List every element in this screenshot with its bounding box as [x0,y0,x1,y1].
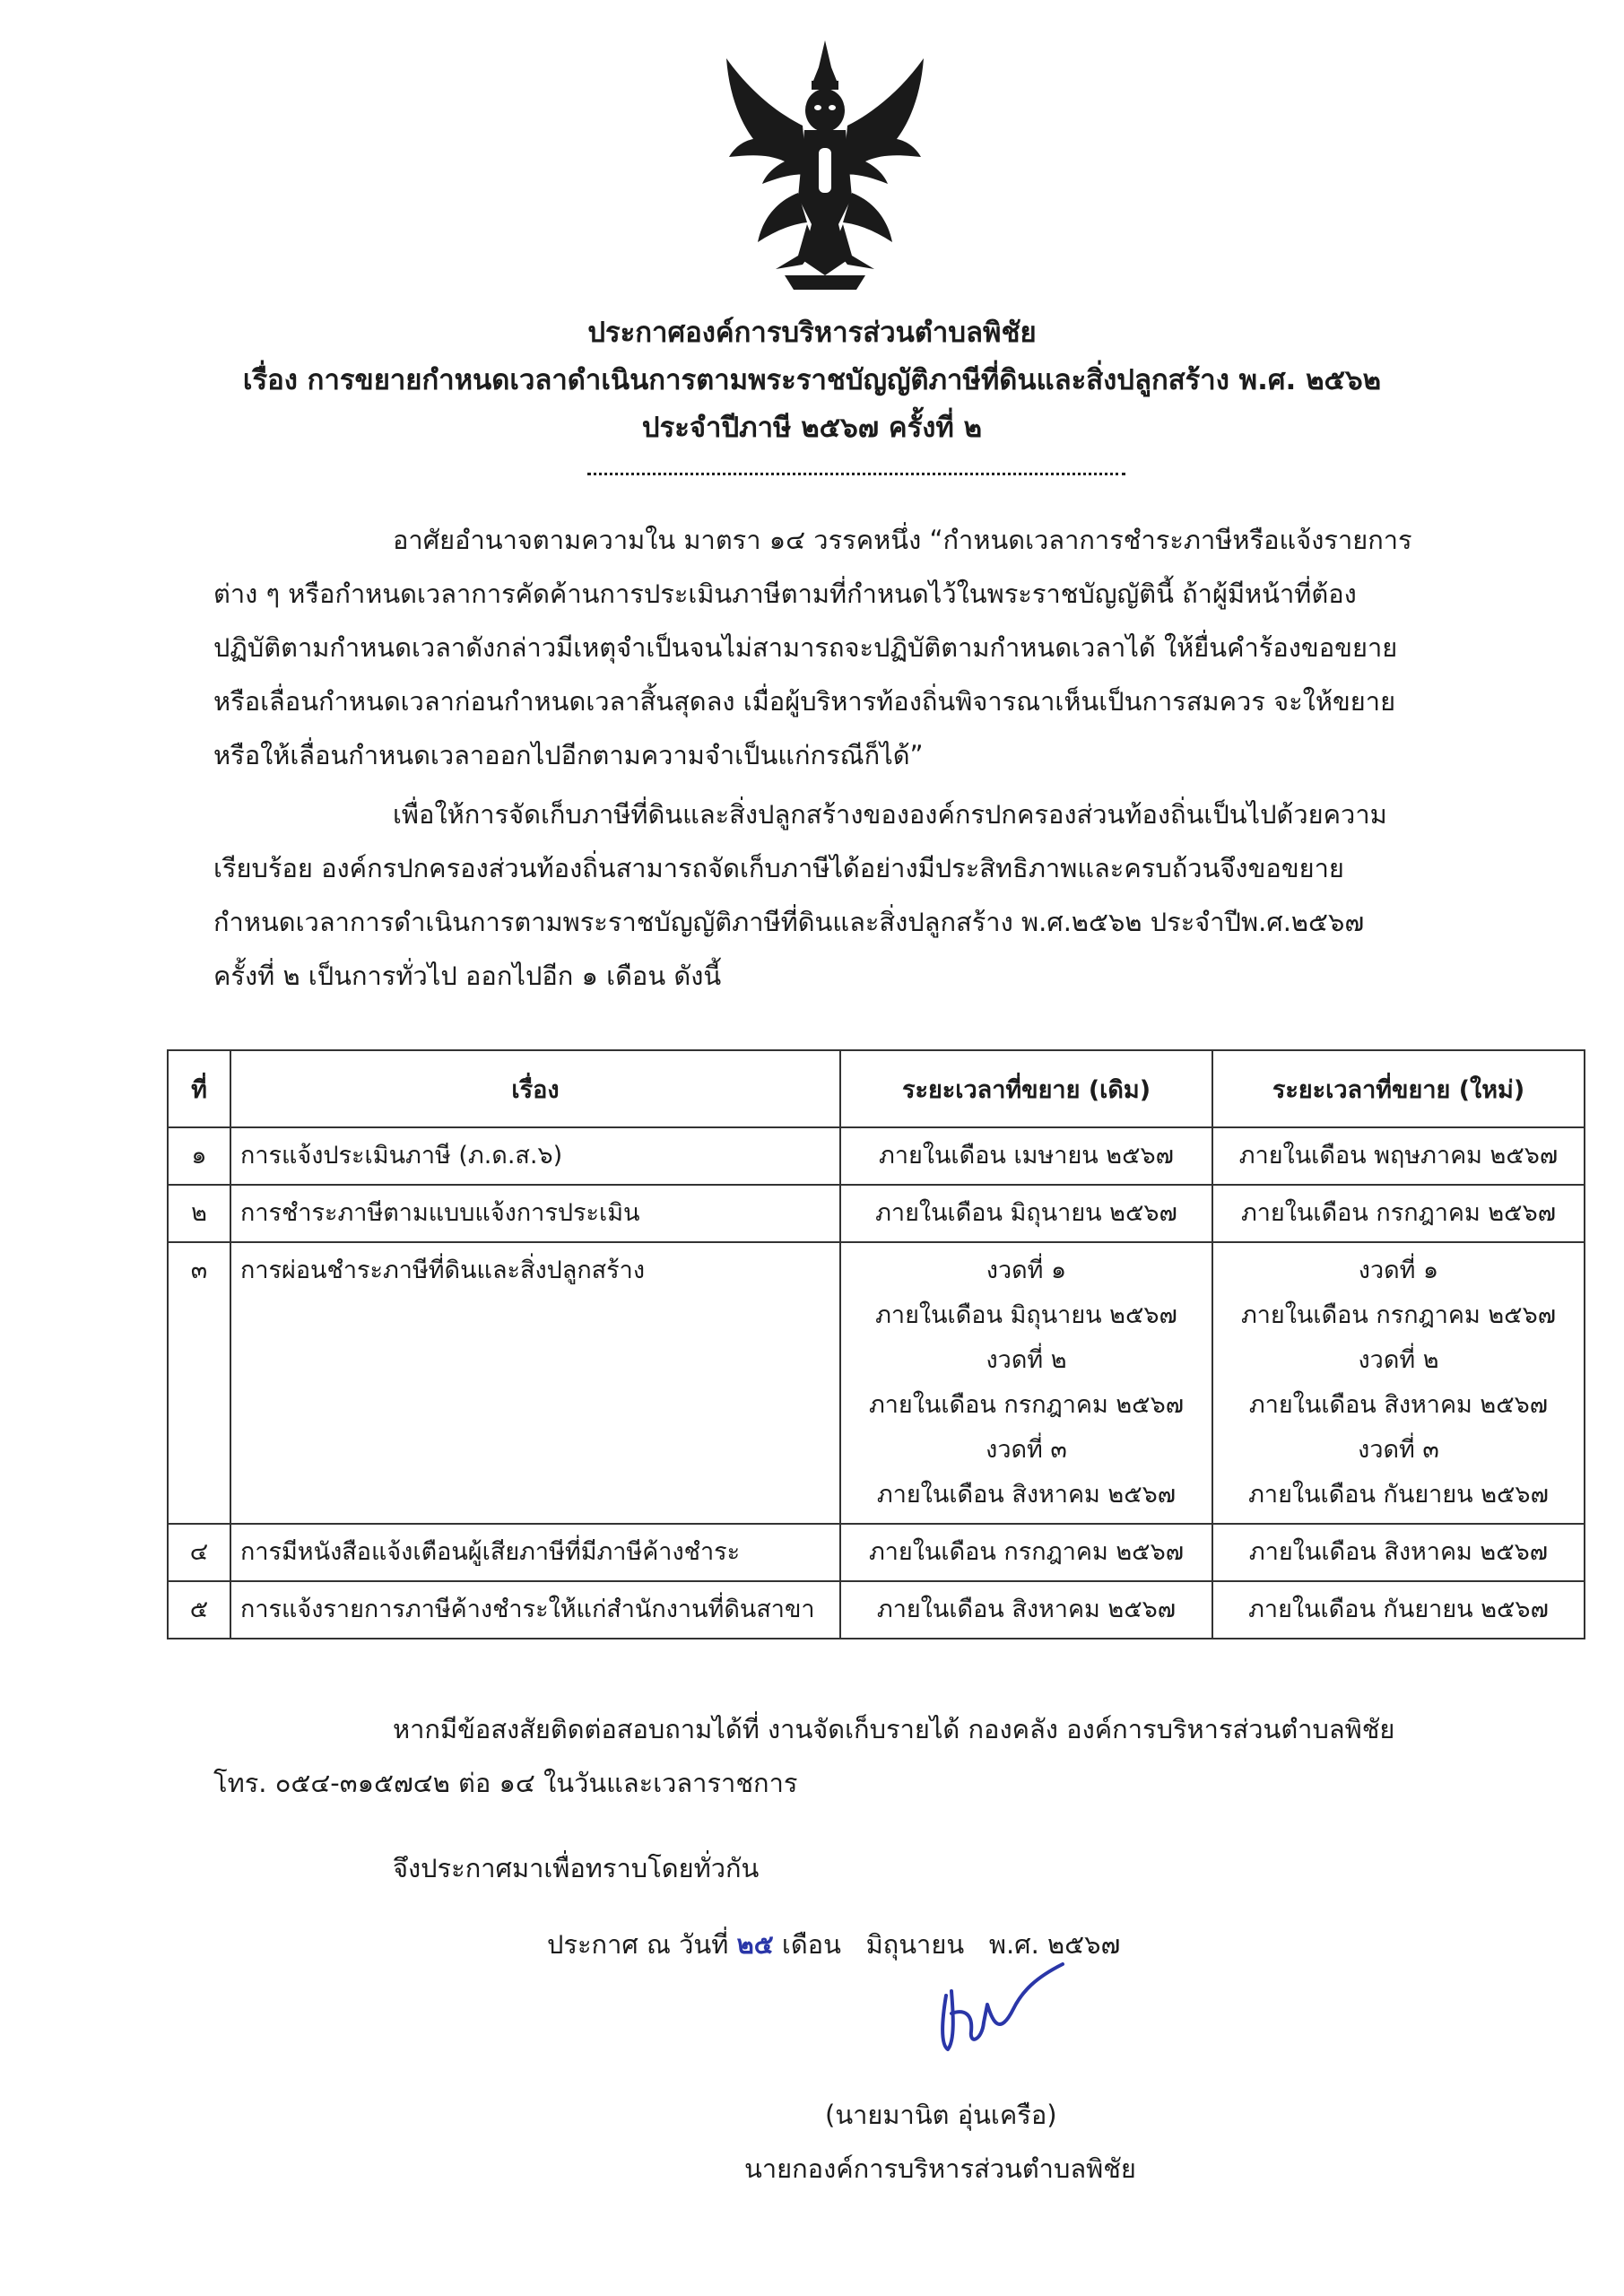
date-prefix: ประกาศ ณ วันที่ [547,1929,729,1960]
table-row [168,1581,1585,1639]
date-month-label: เดือน [781,1929,841,1960]
paragraph-line: เรียบร้อย องค์กรปกครองส่วนท้องถิ่นสามารถจัดเก็บภาษีได้อย่างมีประสิทธิภาพและครบถ้วนจึงขอขยาย [213,853,1344,883]
row-topic: การแจ้งรายการภาษีค้างชำระให้แก่สำนักงานที่ดินสาขา [230,1581,840,1639]
announcement-year-line: ประจำปีภาษี ๒๕๖๗ ครั้งที่ ๒ [641,412,983,444]
row-no: ๒ [168,1185,230,1242]
table-row [168,1242,1585,1524]
row-old-period [840,1242,1212,1524]
paragraph-authority [213,513,1491,782]
header-new-period: ระยะเวลาที่ขยาย (ใหม่) [1212,1050,1585,1127]
contact-line-2: โทร. ๐๕๔-๓๑๕๗๔๒ ต่อ ๑๔ ในวันและเวลาราชการ [213,1768,798,1798]
table-header-row [168,1050,1585,1127]
table-row [168,1185,1585,1242]
paragraph-line: หรือให้เลื่อนกำหนดเวลาออกไปอีกตามความจำเป็นแก่กรณีก็ได้” [213,740,924,770]
installment-line: งวดที่ ๓ [1358,1436,1439,1464]
installment-line: ภายในเดือน กรกฎาคม ๒๕๖๗ [868,1391,1185,1419]
paragraph-purpose [213,787,1491,1003]
header-no: ที่ [168,1050,230,1127]
installment-line: งวดที่ ๒ [1358,1346,1439,1374]
date-year: พ.ศ. ๒๕๖๗ [988,1929,1121,1960]
paragraph-line: ปฏิบัติตามกำหนดเวลาดังกล่าวมีเหตุจำเป็นจนไม่สามารถจะปฏิบัติตามกำหนดเวลาได้ ให้ยื่นคำร้องขอขยาย [213,632,1398,663]
signer-name: (นายมานิต อุ่นเครือ) [825,2100,1057,2130]
paragraph-line: อาศัยอำนาจตามความใน มาตรา ๑๔ วรรคหนึ่ง “กำหนดเวลาการชำระภาษีหรือแจ้งรายการ [393,525,1412,555]
announce-all: จึงประกาศมาเพื่อทราบโดยทั่วกัน [393,1853,760,1883]
installment-line: ภายในเดือน มิถุนายน ๒๕๖๗ [875,1301,1177,1329]
row-new-period: ภายในเดือน กรกฎาคม ๒๕๖๗ [1212,1185,1585,1242]
signature-icon [928,1960,1072,2058]
date-month: มิถุนายน [865,1929,965,1960]
header-old-period: ระยะเวลาที่ขยาย (เดิม) [840,1050,1212,1127]
paragraph-line: เพื่อให้การจัดเก็บภาษีที่ดินและสิ่งปลูกสร้างขององค์กรปกครองส่วนท้องถิ่นเป็นไปด้วยความ [393,799,1387,830]
row-new-period [1212,1242,1585,1524]
row-new-period: ภายในเดือน พฤษภาคม ๒๕๖๗ [1212,1127,1585,1185]
header-topic: เรื่อง [230,1050,840,1127]
signer-position: นายกองค์การบริหารส่วนตำบลพิชัย [744,2153,1136,2184]
row-no: ๕ [168,1581,230,1639]
paragraph-line: กำหนดเวลาการดำเนินการตามพระราชบัญญัติภาษีที่ดินและสิ่งปลูกสร้าง พ.ศ.๒๕๖๒ ประจำปีพ.ศ.๒๕๖๗ [213,907,1365,937]
paragraph-line: ครั้งที่ ๒ เป็นการทั่วไป ออกไปอีก ๑ เดือน ดังนี้ [213,961,722,991]
row-new-period: ภายในเดือน สิงหาคม ๒๕๖๗ [1212,1524,1585,1581]
installment-line: งวดที่ ๑ [1358,1257,1439,1284]
row-old-period: ภายในเดือน มิถุนายน ๒๕๖๗ [840,1185,1212,1242]
announcement-subject: เรื่อง การขยายกำหนดเวลาดำเนินการตามพระราชบัญญัติภาษีที่ดินและสิ่งปลูกสร้าง พ.ศ. ๒๕๖๒ [242,364,1382,396]
installment-line: ภายในเดือน กันยายน ๒๕๖๗ [1248,1481,1549,1509]
installment-line: ภายในเดือน สิงหาคม ๒๕๖๗ [876,1481,1177,1509]
garuda-emblem-icon [713,40,937,309]
announcement-title: ประกาศองค์การบริหารส่วนตำบลพิชัย [587,317,1037,349]
contact-line-1: หากมีข้อสงสัยติดต่อสอบถามได้ที่ งานจัดเก็บรายได้ กองคลัง องค์การบริหารส่วนตำบลพิชัย [393,1714,1395,1744]
row-old-period: ภายในเดือน สิงหาคม ๒๕๖๗ [840,1581,1212,1639]
row-old-period: ภายในเดือน กรกฎาคม ๒๕๖๗ [840,1524,1212,1581]
row-no: ๑ [168,1127,230,1185]
row-old-period: ภายในเดือน เมษายน ๒๕๖๗ [840,1127,1212,1185]
row-new-period: ภายในเดือน กันยายน ๒๕๖๗ [1212,1581,1585,1639]
row-no: ๓ [168,1242,230,1524]
row-topic: การผ่อนชำระภาษีที่ดินและสิ่งปลูกสร้าง [230,1242,840,1524]
row-topic: การชำระภาษีตามแบบแจ้งการประเมิน [230,1185,840,1242]
row-topic: การมีหนังสือแจ้งเตือนผู้เสียภาษีที่มีภาษีค้างชำระ [230,1524,840,1581]
dotted-divider [587,473,1125,475]
installment-line: ภายในเดือน สิงหาคม ๒๕๖๗ [1248,1391,1549,1419]
installment-line: งวดที่ ๒ [986,1346,1067,1374]
table-row [168,1524,1585,1581]
table-row [168,1127,1585,1185]
installment-line: ภายในเดือน กรกฎาคม ๒๕๖๗ [1240,1301,1557,1329]
row-topic: การแจ้งประเมินภาษี (ภ.ด.ส.๖) [230,1127,840,1185]
date-day: ๒๕ [736,1929,774,1960]
row-no: ๔ [168,1524,230,1581]
paragraph-line: ต่าง ๆ หรือกำหนดเวลาการคัดค้านการประเมินภาษีตามที่กำหนดไว้ในพระราชบัญญัตินี้ ถ้าผู้มีหน้าที่ต้อง [213,578,1357,609]
extension-schedule-table [167,1049,1585,1639]
installment-line: งวดที่ ๑ [986,1257,1067,1284]
paragraph-line: หรือเลื่อนกำหนดเวลาก่อนกำหนดเวลาสิ้นสุดลง เมื่อผู้บริหารท้องถิ่นพิจารณาเห็นเป็นการสมควร จะให้ขยาย [213,686,1396,717]
installment-line: งวดที่ ๓ [986,1436,1067,1464]
